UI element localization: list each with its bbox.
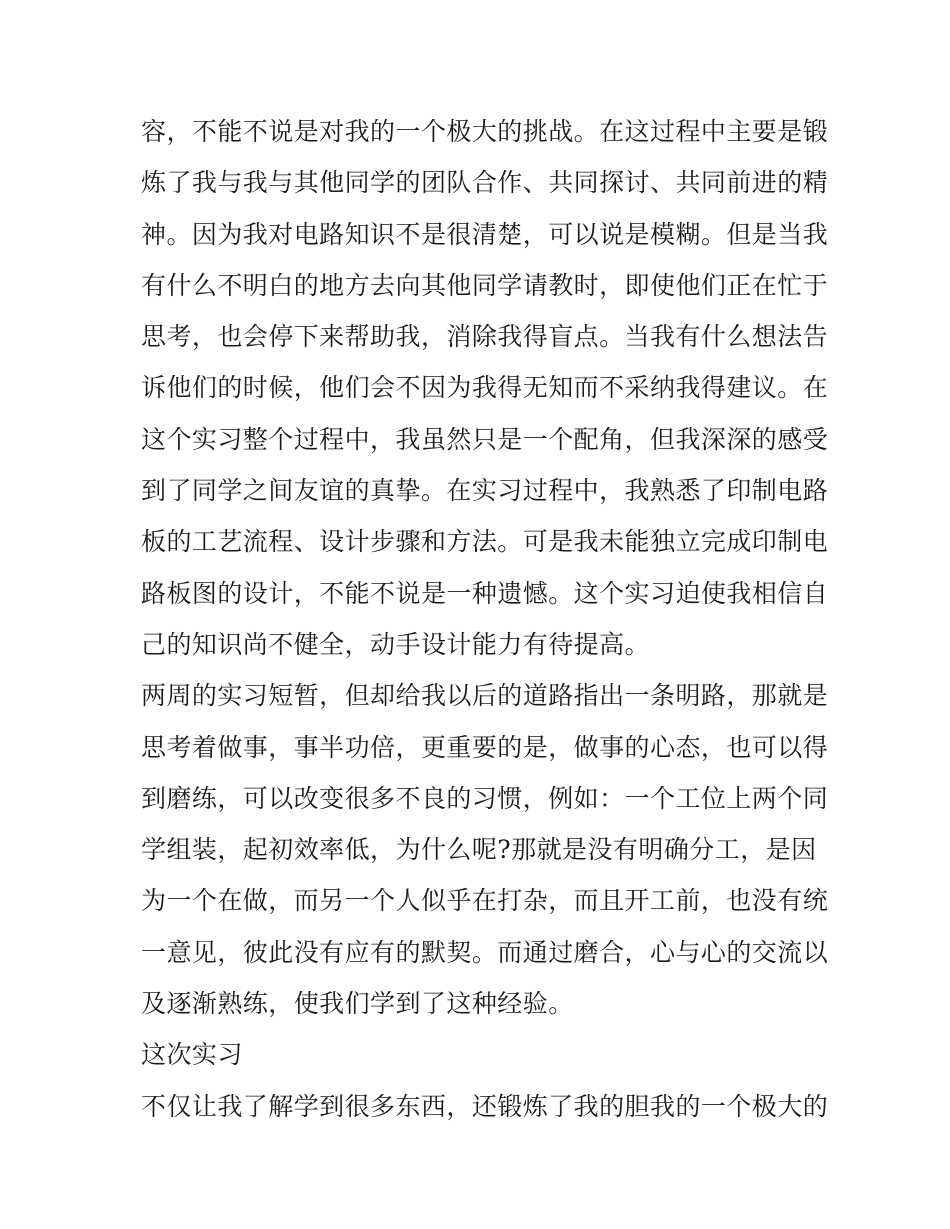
text-line: 两周的实习短暂，但却给我以后的道路指出一条明路，那就是 [141,681,829,711]
text-line: 有什么不明白的地方去向其他同学请教时，即使他们正在忙于 [141,270,829,300]
text-line: 一意见，彼此没有应有的默契。而通过磨合，心与心的交流以 [141,937,829,967]
text-line: 为一个在做，而另一个人似乎在打杂，而且开工前，也没有统 [141,886,829,916]
text-line: 神。因为我对电路知识不是很清楚，可以说是模糊。但是当我 [141,219,829,249]
text-line: 这次实习 [141,1040,243,1070]
text-line: 思考，也会停下来帮助我，消除我得盲点。当我有什么想法告 [141,322,829,352]
text-line: 及逐渐熟练，使我们学到了这种经验。 [141,989,574,1019]
text-line: 诉他们的时候，他们会不因为我得无知而不采纳我得建议。在 [141,373,829,403]
text-line: 路板图的设计，不能不说是一种遗憾。这个实习迫使我相信自 [141,578,829,608]
text-line: 到了同学之间友谊的真挚。在实习过程中，我熟悉了印制电路 [141,476,829,506]
text-line: 容，不能不说是对我的一个极大的挑战。在这过程中主要是锻 [141,117,829,146]
text-line: 思考着做事，事半功倍，更重要的是，做事的心态，也可以得 [141,732,829,762]
text-line: 炼了我与我与其他同学的团队合作、共同探讨、共同前进的精 [141,168,829,198]
text-line: 不仅让我了解学到很多东西，还锻炼了我的胆我的一个极大的 [141,1091,829,1121]
text-line: 这个实习整个过程中，我虽然只是一个配角，但我深深的感受 [141,424,829,454]
text-line: 板的工艺流程、设计步骤和方法。可是我未能独立完成印制电 [141,527,829,557]
text-line: 学组装，起初效率低，为什么呢?那就是没有明确分工，是因 [141,835,817,865]
body-text [141,106,829,1132]
text-line: 到磨练，可以改变很多不良的习惯，例如：一个工位上两个同 [141,783,829,813]
text-line: 己的知识尚不健全，动手设计能力有待提高。 [141,629,651,659]
